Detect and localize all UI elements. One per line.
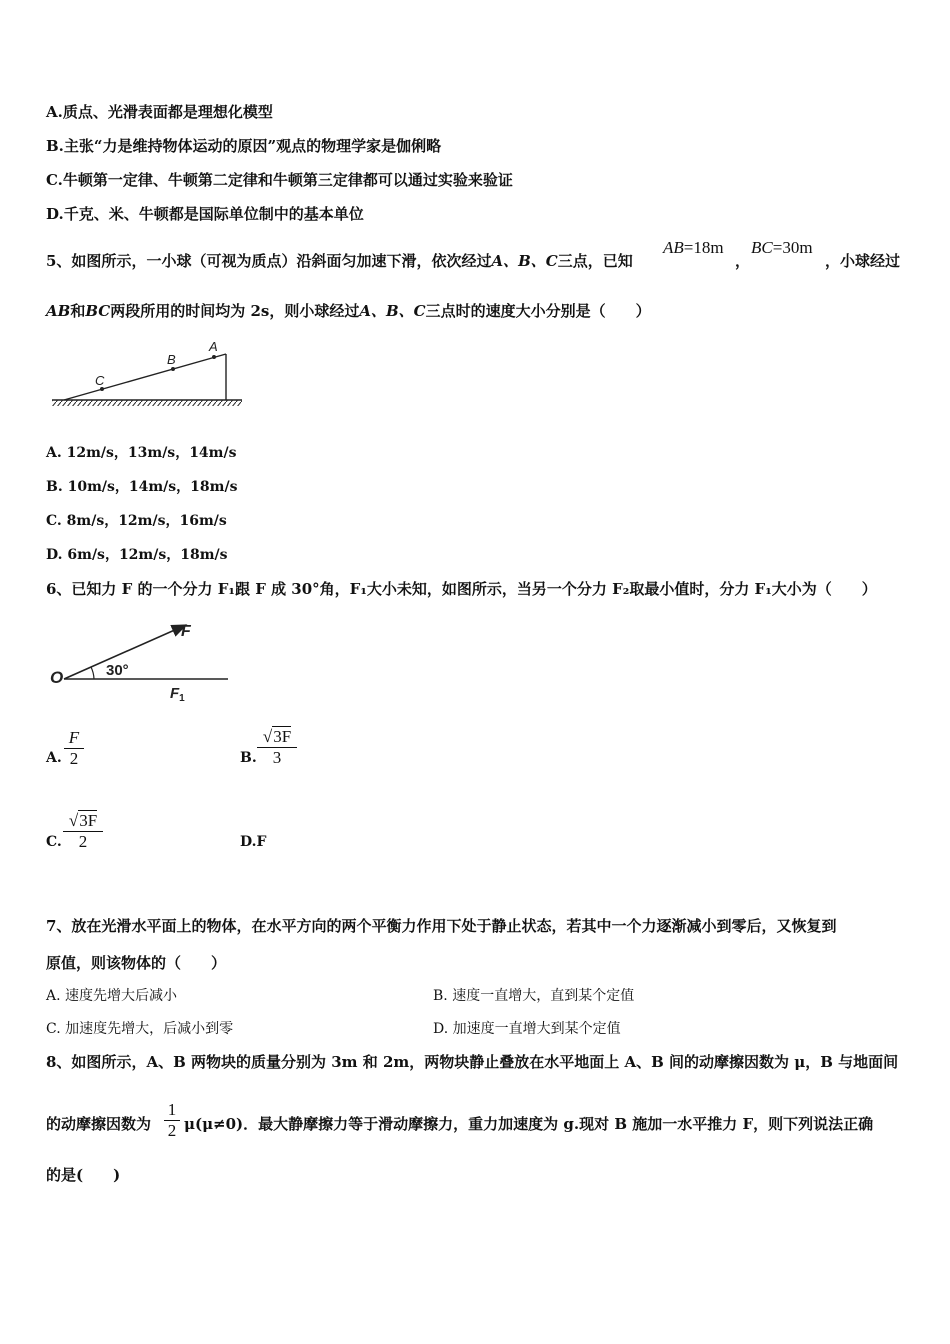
q5-stem-line2: AB和BC两段所用的时间均为 2s，则小球经过A、B、C三点时的速度大小分别是（ ） [46, 302, 651, 320]
q6-option-a-label: A. [46, 750, 62, 766]
angle-arc [91, 667, 94, 679]
q7-option-a: A. 速度先增大后减小 [46, 988, 178, 1004]
q5-option-b: B. 10m/s，14m/s，18m/s [46, 479, 238, 495]
force-figure [46, 612, 246, 706]
q5-stem-mid: 三点，已知 [557, 252, 633, 270]
q4-option-b: B.主张“力是维持物体运动的原因”观点的物理学家是伽俐略 [46, 137, 442, 155]
q5-option-d: D. 6m/s，12m/s，18m/s [46, 547, 228, 563]
q5-option-c: C. 8m/s，12m/s，16m/s [46, 513, 227, 529]
q6-option-c-label: C. [46, 834, 62, 850]
q6-option-d: D.F [240, 834, 267, 850]
ground-hatch [52, 400, 242, 406]
q5-option-a: A. 12m/s，13m/s，14m/s [46, 445, 237, 461]
q6-option-a-fraction: F 2 [64, 728, 84, 769]
f1-label: $F_1$ [170, 685, 185, 704]
q5-bc-math: BC=30m [751, 238, 813, 257]
force-f-label: F [181, 623, 191, 640]
q7-option-b: B. 速度一直增大，直到某个定值 [433, 988, 635, 1004]
q8-stem-line2-start: 的动摩擦因数为 [46, 1115, 152, 1133]
q8-stem-line2-end: μ(μ≠0)．最大静摩擦力等于滑动摩擦力，重力加速度为 g.现对 B 施加一水平推力 F，则下列说法正确 [184, 1115, 874, 1133]
q5-stem-start: 5、如图所示，一小球（可视为质点）沿斜面匀加速下滑，依次经过 [46, 252, 492, 270]
q6-option-b-fraction: √3F 3 [257, 726, 297, 768]
incline-figure [46, 336, 246, 410]
q7-option-d: D. 加速度一直增大到某个定值 [433, 1021, 621, 1037]
point-b-dot [171, 367, 175, 371]
point-a-dot [212, 355, 216, 359]
q7-option-c: C. 加速度先增大，后减小到零 [46, 1021, 234, 1037]
label-c: C [95, 373, 105, 388]
angle-label: 30° [106, 662, 129, 679]
q6-stem: 6、已知力 F 的一个分力 F₁跟 F 成 30°角，F₁大小未知，如图所示，当另一个分力 F₂取最小值时，分力 F₁大小为（ ） [46, 580, 877, 598]
q8-half-fraction: 1 2 [164, 1100, 180, 1141]
label-a: A [209, 339, 218, 354]
q5-points: A、B、C [491, 252, 558, 270]
label-b: B [167, 352, 176, 367]
q5-stem-line1 [46, 251, 633, 271]
origin-label: O [50, 668, 64, 687]
q6-option-b-label: B. [240, 750, 257, 766]
q4-option-c: C.牛顿第一定律、牛顿第二定律和牛顿第三定律都可以通过实验来验证 [46, 171, 513, 189]
q7-stem-line1: 7、放在光滑水平面上的物体，在水平方向的两个平衡力作用下处于静止状态，若其中一个力逐渐减小到零后，又恢复到 [46, 917, 837, 935]
incline-surface [64, 354, 226, 400]
q7-stem-line2: 原值，则该物体的（ ） [46, 954, 227, 972]
q5-ab-math: AB=18m [663, 238, 724, 257]
q4-option-d: D.千克、米、牛顿都是国际单位制中的基本单位 [46, 205, 364, 223]
q5-stem-end: ，小球经过 [825, 252, 901, 270]
q5-comma: ， [735, 252, 751, 270]
q8-stem-line3: 的是( ) [46, 1166, 121, 1184]
q8-stem-line1: 8、如图所示，A、B 两物块的质量分别为 3m 和 2m，两物块静止叠放在水平地面上 A、B 间的动摩擦因数为 μ，B 与地面间 [46, 1053, 899, 1071]
q6-option-c-fraction: √3F 2 [63, 810, 103, 852]
q4-option-a: A.质点、光滑表面都是理想化模型 [46, 103, 273, 121]
